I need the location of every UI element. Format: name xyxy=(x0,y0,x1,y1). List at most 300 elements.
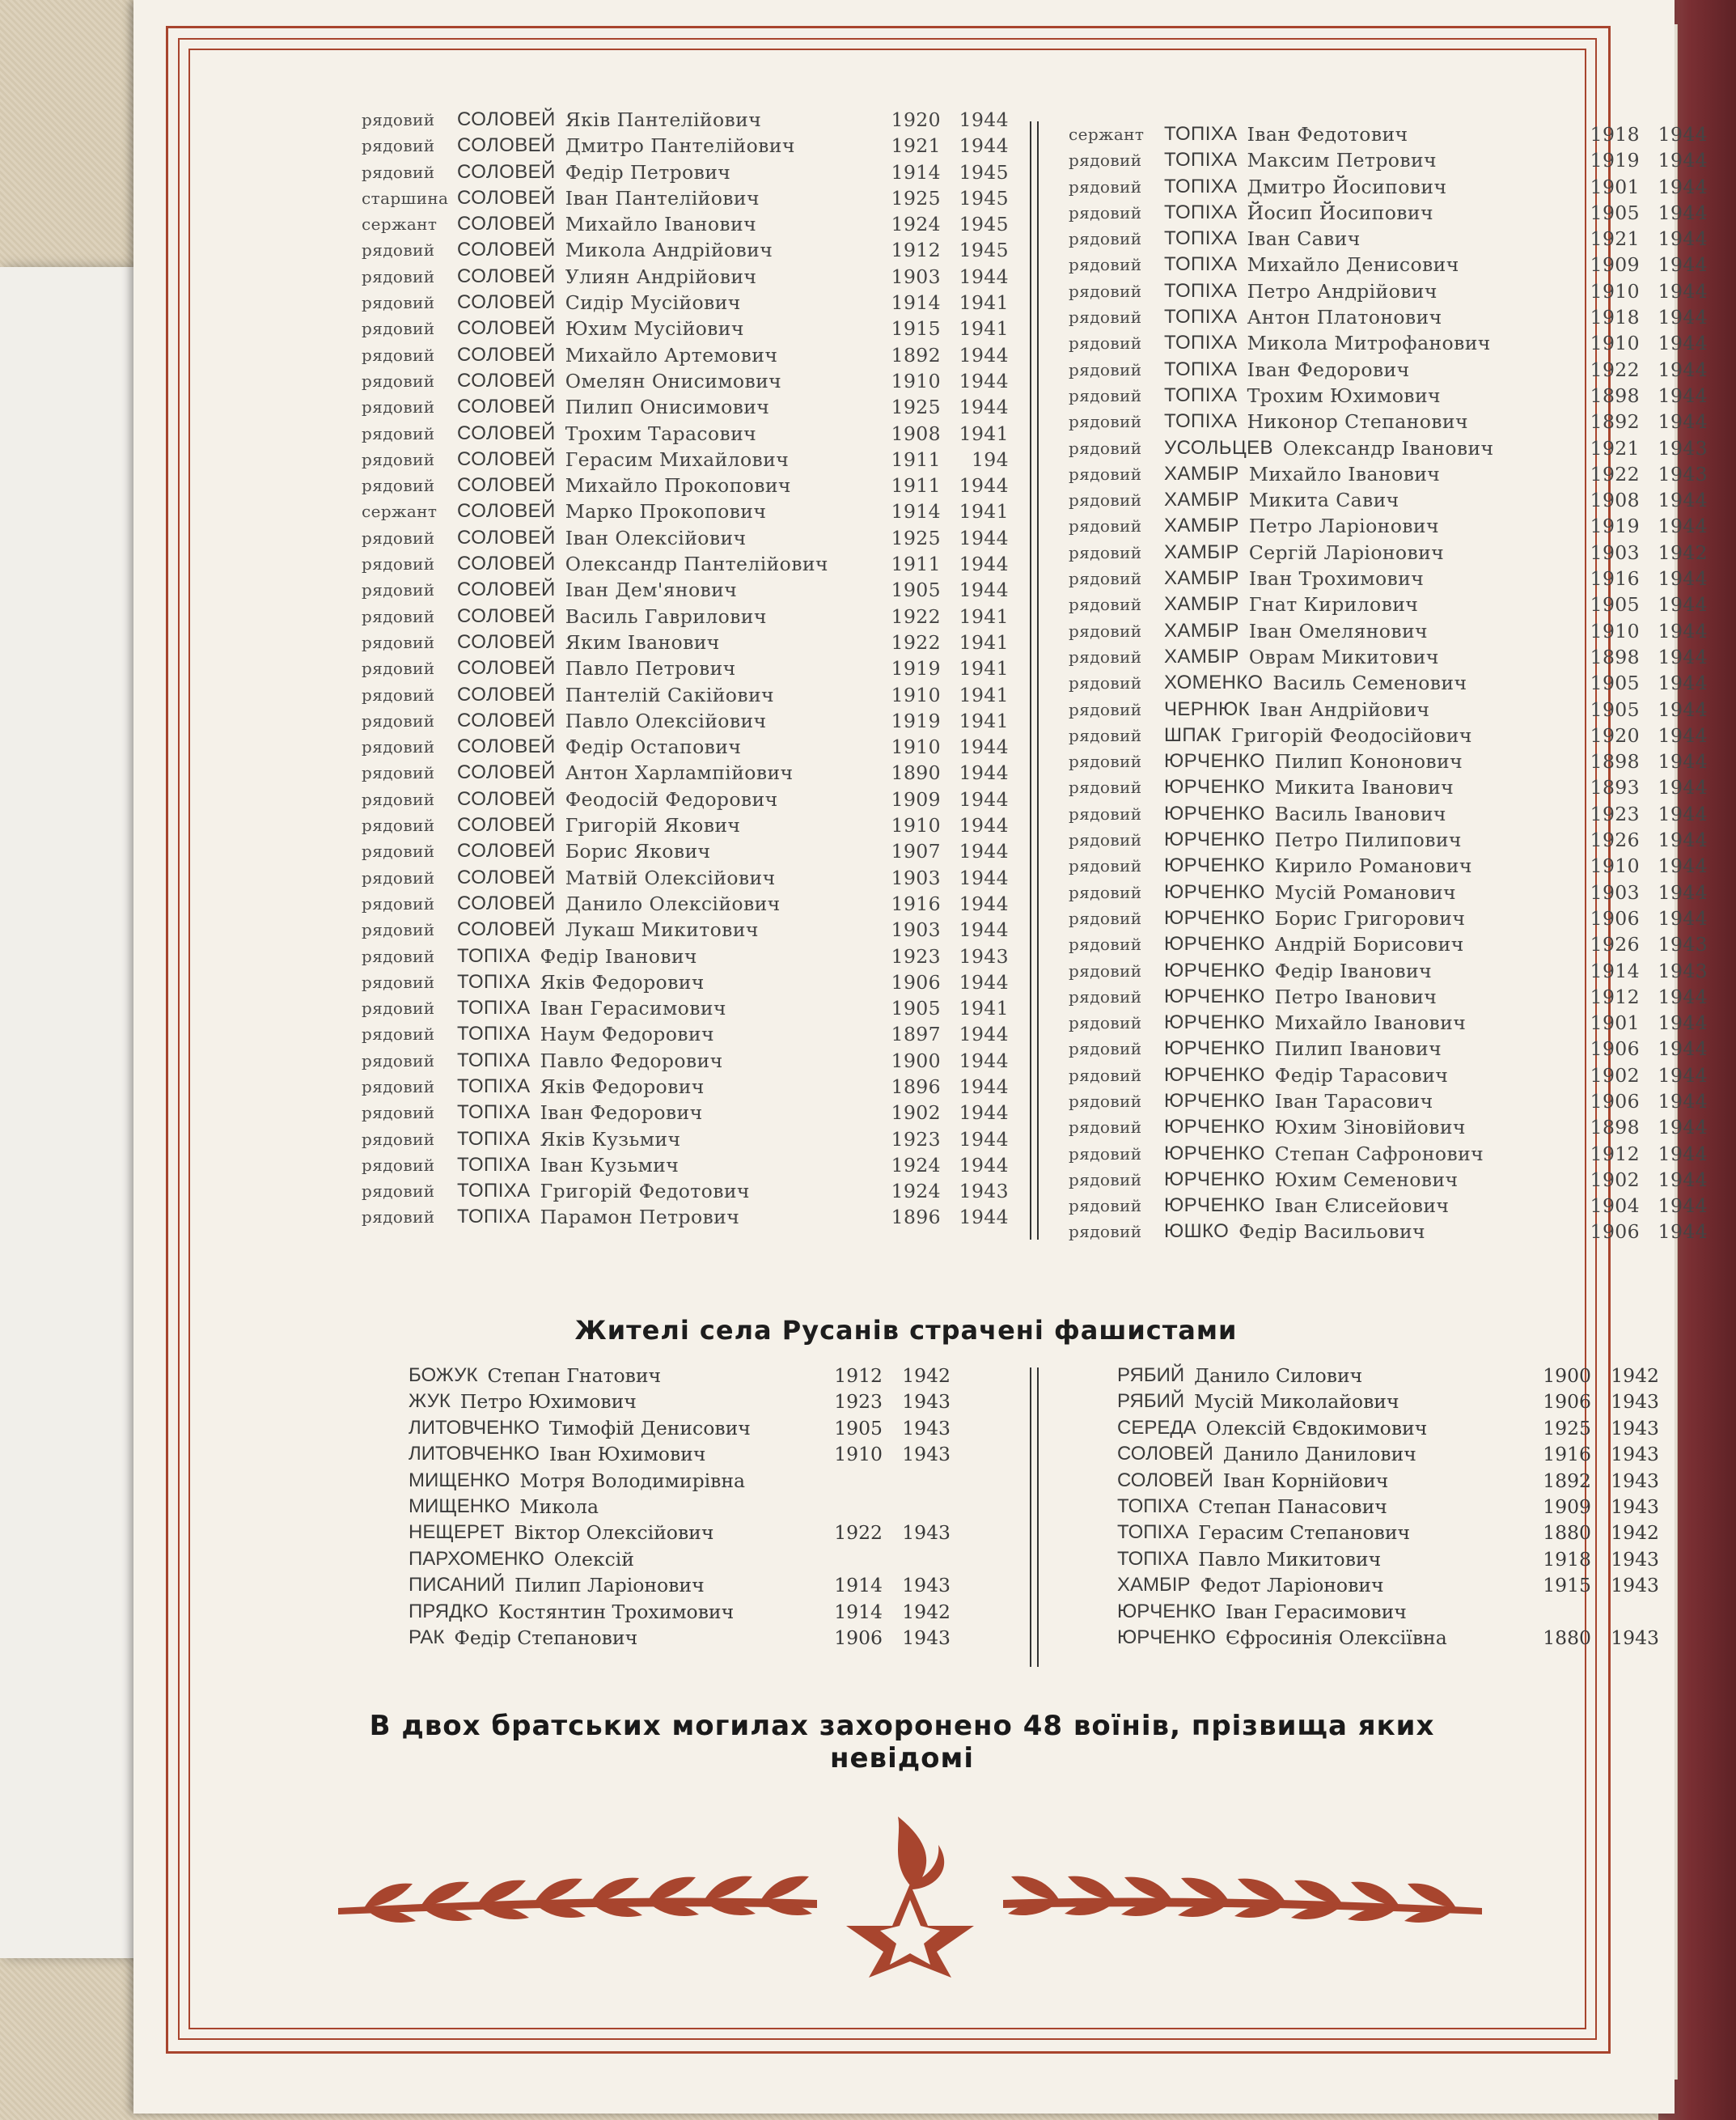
given-names: Гнат Кирилович xyxy=(1248,593,1419,617)
row-spacer xyxy=(1362,1363,1543,1389)
soldier-row xyxy=(362,708,1009,734)
given-names: Яків Кузьмич xyxy=(540,1127,681,1151)
rank: рядовий xyxy=(1069,255,1142,275)
death-year: 1944 xyxy=(1658,306,1708,329)
row-spacer xyxy=(1410,1520,1543,1545)
rank: рядовий xyxy=(362,136,435,156)
row-spacer xyxy=(1387,1494,1543,1520)
death-year: 1944 xyxy=(1658,723,1708,747)
row-spacer xyxy=(679,1152,878,1178)
row-spacer xyxy=(1464,931,1577,957)
birth-year: 1924 xyxy=(891,1180,941,1203)
rank: рядовий xyxy=(1069,1222,1142,1242)
given-names: Олексій xyxy=(553,1547,634,1571)
given-names: Степан Гнатович xyxy=(487,1364,662,1387)
row-spacer xyxy=(789,447,878,473)
row-spacer xyxy=(713,1520,834,1545)
soldier-row xyxy=(1069,697,1708,723)
death-year: 1944 xyxy=(1658,854,1708,878)
birth-year: 1890 xyxy=(891,761,941,785)
soldier-row xyxy=(1069,1114,1708,1140)
death-year: 1945 xyxy=(959,213,1009,236)
given-names: Федір Іванович xyxy=(1274,959,1433,982)
surname: ТОПІХА xyxy=(1164,253,1238,276)
surname: ЮРЧЕНКО xyxy=(1164,854,1265,877)
surname: ХАМБІР xyxy=(1164,567,1239,590)
row-spacer xyxy=(680,1126,878,1152)
row-spacer xyxy=(1442,1036,1577,1062)
death-year: 1943 xyxy=(902,1390,951,1414)
row-spacer xyxy=(761,107,878,133)
birth-year: 1921 xyxy=(891,134,941,158)
rank: рядовий xyxy=(362,554,435,575)
surname: ТОПІХА xyxy=(1164,201,1238,223)
surname: СОЛОВЕЙ xyxy=(457,396,556,418)
soldier-row xyxy=(362,551,1009,577)
given-names: Михайло Іванович xyxy=(565,213,757,236)
footer-note: В двох братських могилах захоронено 48 воїнів, прізвища яких невідомі xyxy=(369,1710,1435,1774)
birth-year: 1923 xyxy=(891,944,941,968)
given-names: Іван Єлисейович xyxy=(1274,1194,1450,1218)
soldier-row xyxy=(1069,1062,1708,1088)
death-year: 1944 xyxy=(1658,1011,1708,1035)
given-names: Іван Трохимович xyxy=(1248,567,1425,591)
soldier-row xyxy=(1069,487,1708,513)
row-spacer xyxy=(739,1204,878,1230)
given-names: Яким Іванович xyxy=(565,630,720,654)
birth-year: 1910 xyxy=(891,736,941,759)
death-year: 1944 xyxy=(1658,332,1708,355)
given-names: Федір Васильович xyxy=(1238,1220,1425,1244)
given-names: Никонор Степанович xyxy=(1247,410,1468,434)
row-spacer xyxy=(1456,880,1577,905)
death-year: 1944 xyxy=(1658,175,1708,198)
row-spacer xyxy=(714,1021,878,1047)
civilian-row xyxy=(409,1468,951,1494)
given-names: Наум Федорович xyxy=(540,1023,714,1046)
surname: ТОПІХА xyxy=(1164,410,1238,433)
death-year: 1944 xyxy=(1658,1220,1708,1244)
rank: рядовий xyxy=(1069,569,1142,589)
soldier-row xyxy=(362,630,1009,655)
rank: рядовий xyxy=(1069,1169,1142,1189)
rank: сержант xyxy=(362,502,438,522)
surname: ТОПІХА xyxy=(1164,175,1238,197)
given-names: Данило Силович xyxy=(1194,1364,1363,1387)
death-year: 1944 xyxy=(959,840,1009,863)
death-year: 1943 xyxy=(1658,933,1708,956)
rank: рядовий xyxy=(362,580,435,600)
birth-year: 1921 xyxy=(1590,436,1640,460)
soldier-row xyxy=(362,1126,1009,1152)
row-spacer xyxy=(1432,958,1577,984)
surname: ХОМЕНКО xyxy=(1164,672,1264,694)
row-spacer xyxy=(1444,540,1577,566)
death-year: 1941 xyxy=(959,630,1009,654)
civilian-row xyxy=(1117,1389,1659,1414)
civilian-row xyxy=(1117,1572,1659,1598)
death-year: 1941 xyxy=(959,657,1009,681)
civilian-row xyxy=(409,1572,951,1598)
birth-year: 1898 xyxy=(1590,750,1640,774)
given-names: Юхим Мусійович xyxy=(565,317,744,341)
row-spacer xyxy=(705,969,878,995)
rank: рядовий xyxy=(362,1024,435,1045)
death-year: 1944 xyxy=(959,736,1009,759)
birth-year: 1910 xyxy=(834,1443,883,1466)
birth-year: 1914 xyxy=(834,1574,883,1597)
surname: СОЛОВЕЙ xyxy=(457,134,556,157)
soldier-row xyxy=(362,838,1009,864)
given-names: Андрій Борисович xyxy=(1274,933,1464,956)
given-names: Михайло Прокопович xyxy=(565,474,791,498)
given-names: Петро Пилипович xyxy=(1274,829,1462,852)
civilian-row xyxy=(1117,1625,1659,1651)
rank: рядовий xyxy=(362,449,435,469)
row-spacer xyxy=(756,421,878,447)
row-spacer xyxy=(1410,357,1577,383)
birth-year: 1903 xyxy=(891,918,941,942)
birth-year: 1908 xyxy=(891,422,941,445)
death-year: 1942 xyxy=(1611,1364,1659,1387)
civilians-heading: Жителі села Русанів страчені фашистами xyxy=(574,1315,1238,1346)
death-year: 1944 xyxy=(1658,593,1708,617)
rank: рядовий xyxy=(362,397,435,418)
given-names: Федір Остапович xyxy=(565,736,742,759)
soldier-row xyxy=(362,1204,1009,1230)
soldier-row xyxy=(1069,200,1708,226)
birth-year: 1905 xyxy=(1590,672,1640,695)
birth-year: 1925 xyxy=(891,526,941,549)
soldier-row xyxy=(362,525,1009,551)
row-spacer xyxy=(773,237,878,263)
given-names: Федір Іванович xyxy=(540,944,697,968)
rank: рядовий xyxy=(1069,647,1142,667)
birth-year: 1900 xyxy=(891,1049,941,1072)
surname: ХАМБІР xyxy=(1164,462,1239,485)
given-names: Пилип Ларіонович xyxy=(514,1574,705,1597)
surname: СОЛОВЕЙ xyxy=(1117,1469,1213,1491)
row-spacer xyxy=(1466,1010,1577,1036)
birth-year: 1897 xyxy=(891,1023,941,1046)
birth-year: 1909 xyxy=(891,787,941,811)
row-spacer xyxy=(781,368,878,394)
given-names: Костянтин Трохимович xyxy=(498,1600,735,1623)
surname: УСОЛЬЦЕВ xyxy=(1164,436,1273,459)
birth-year: 1905 xyxy=(891,579,941,602)
surname: ПИСАНИЙ xyxy=(409,1574,506,1596)
given-names: Григорій Якович xyxy=(565,814,741,837)
rank: рядовий xyxy=(362,345,435,365)
row-spacer xyxy=(766,708,878,734)
rank: рядовий xyxy=(1069,830,1142,850)
row-spacer xyxy=(1433,200,1577,226)
row-spacer xyxy=(766,498,878,524)
rank: рядовий xyxy=(362,476,435,496)
row-spacer xyxy=(705,1441,834,1467)
soldier-row xyxy=(1069,1036,1708,1062)
civilian-row xyxy=(1117,1546,1659,1572)
given-names: Іван Тарасович xyxy=(1274,1089,1433,1113)
birth-year: 1924 xyxy=(891,213,941,236)
soldier-row xyxy=(362,159,1009,185)
civilians-list-right xyxy=(1117,1363,1659,1651)
birth-year: 1911 xyxy=(891,553,941,576)
death-year: 1944 xyxy=(959,526,1009,549)
rank: рядовий xyxy=(1069,986,1142,1007)
surname: ЮРЧЕНКО xyxy=(1117,1600,1216,1622)
surname: ПАРХОМЕНКО xyxy=(409,1547,544,1570)
rank: рядовий xyxy=(362,1181,435,1202)
surname: ТОПІХА xyxy=(1117,1495,1189,1517)
given-names: Михайло Денисович xyxy=(1247,253,1459,277)
given-names: Петро Ларіонович xyxy=(1248,515,1439,538)
rank: сержант xyxy=(362,214,438,235)
civilian-row xyxy=(1117,1415,1659,1441)
soldier-row xyxy=(1069,435,1708,461)
death-year: 1944 xyxy=(1658,279,1708,303)
civilian-row xyxy=(409,1441,951,1467)
given-names: Борис Якович xyxy=(565,840,711,863)
given-names: Микита Іванович xyxy=(1274,776,1454,799)
surname: СОЛОВЕЙ xyxy=(457,683,556,706)
row-spacer xyxy=(756,211,878,237)
death-year: 1943 xyxy=(1658,959,1708,982)
death-year: 1944 xyxy=(1658,645,1708,668)
birth-year: 1910 xyxy=(891,683,941,706)
death-year: 1943 xyxy=(902,1574,951,1597)
birth-year: 1906 xyxy=(891,970,941,994)
row-spacer xyxy=(1418,591,1577,617)
death-year: 1941 xyxy=(959,317,1009,341)
birth-year: 1925 xyxy=(891,186,941,210)
rank: рядовий xyxy=(362,240,435,261)
given-names: Мотря Володимирівна xyxy=(519,1469,746,1492)
surname: ТОПІХА xyxy=(1164,279,1238,302)
rank: рядовий xyxy=(1069,385,1142,405)
rank: рядовий xyxy=(362,920,435,940)
row-spacer xyxy=(705,1572,835,1598)
soldier-row xyxy=(362,865,1009,891)
surname: СОЛОВЕЙ xyxy=(457,474,556,497)
rank: рядовий xyxy=(1069,229,1142,249)
birth-year: 1892 xyxy=(1590,410,1640,434)
death-year: 1944 xyxy=(1658,201,1708,224)
surname: ТОПІХА xyxy=(457,970,531,993)
rank: рядовий xyxy=(1069,412,1142,432)
birth-year: 1912 xyxy=(1590,1142,1640,1165)
surname: ТОПІХА xyxy=(1164,227,1238,250)
soldier-row xyxy=(1069,644,1708,670)
birth-year: 1903 xyxy=(1590,541,1640,564)
rank: рядовий xyxy=(362,789,435,809)
soldier-row xyxy=(1069,409,1708,435)
rank: рядовий xyxy=(362,319,435,339)
row-spacer xyxy=(759,917,878,943)
birth-year: 1926 xyxy=(1590,829,1640,852)
death-year: 1945 xyxy=(959,186,1009,210)
civilian-row xyxy=(1117,1363,1659,1389)
surname: ЮШКО xyxy=(1164,1220,1230,1243)
birth-year: 1919 xyxy=(891,657,941,681)
surname: СОЛОВЕЙ xyxy=(457,422,556,444)
civilian-row xyxy=(409,1389,951,1414)
soldier-row xyxy=(362,394,1009,420)
death-year: 1943 xyxy=(902,1416,951,1439)
given-names: Пилип Онисимович xyxy=(565,396,770,419)
given-names: Іван Кузьмич xyxy=(540,1153,680,1177)
death-year: 1944 xyxy=(1658,410,1708,434)
death-year: 1944 xyxy=(1658,750,1708,774)
rank: рядовий xyxy=(362,710,435,731)
birth-year: 1892 xyxy=(1543,1469,1591,1492)
soldier-row xyxy=(1069,748,1708,774)
soldier-row xyxy=(362,447,1009,473)
birth-year: 1923 xyxy=(834,1390,883,1414)
rank: рядовий xyxy=(1069,673,1142,693)
surname: ТОПІХА xyxy=(1164,332,1238,354)
soldier-row xyxy=(1069,278,1708,304)
civilian-row xyxy=(409,1494,951,1520)
soldier-row xyxy=(362,237,1009,263)
surname: СОЛОВЕЙ xyxy=(457,814,556,837)
given-names: Герасим Михайлович xyxy=(565,447,790,471)
given-names: Юхим Зіновійович xyxy=(1274,1116,1466,1139)
row-spacer xyxy=(1484,1141,1577,1167)
row-spacer xyxy=(720,630,878,655)
surname: ЮРЧЕНКО xyxy=(1164,959,1265,982)
rank: рядовий xyxy=(1069,359,1142,379)
surname: ТОПІХА xyxy=(457,1023,531,1045)
rank: рядовий xyxy=(362,423,435,443)
row-spacer xyxy=(1361,226,1577,252)
surname: ЮРЧЕНКО xyxy=(1164,1011,1265,1034)
given-names: Трохим Юхимович xyxy=(1247,384,1441,407)
soldier-row xyxy=(1069,330,1708,356)
row-spacer xyxy=(1454,774,1577,800)
given-names: Іван Олексійович xyxy=(565,526,747,549)
row-spacer xyxy=(777,342,878,368)
row-spacer xyxy=(1424,566,1577,591)
birth-year: 1916 xyxy=(1590,567,1640,591)
birth-year: 1908 xyxy=(1590,489,1640,512)
death-year: 1942 xyxy=(1658,541,1708,564)
rank: рядовий xyxy=(1069,516,1142,536)
birth-year: 1902 xyxy=(1590,1063,1640,1087)
given-names: Іван Андрійович xyxy=(1259,697,1430,721)
row-spacer xyxy=(1433,1088,1577,1114)
surname: ТОПІХА xyxy=(457,1127,531,1150)
surname: ЮРЧЕНКО xyxy=(1164,933,1265,956)
death-year: 1943 xyxy=(959,944,1009,968)
soldier-row xyxy=(1069,958,1708,984)
given-names: Тимофій Денисович xyxy=(548,1416,751,1439)
birth-year: 1906 xyxy=(1590,1089,1640,1113)
death-year: 1944 xyxy=(959,134,1009,158)
birth-year: 1922 xyxy=(1590,358,1640,381)
given-names: Федір Петрович xyxy=(565,160,731,184)
soldier-row xyxy=(1069,147,1708,173)
surname: ЮРЧЕНКО xyxy=(1164,1142,1265,1164)
death-year xyxy=(883,1546,951,1572)
row-spacer xyxy=(1428,618,1577,644)
surname: ЮРЧЕНКО xyxy=(1164,1194,1265,1217)
soldier-row xyxy=(362,577,1009,603)
birth-year: 1910 xyxy=(1590,332,1640,355)
rank: рядовий xyxy=(1069,621,1142,641)
rank: рядовий xyxy=(1069,960,1142,981)
row-spacer xyxy=(599,1494,883,1520)
row-spacer xyxy=(1446,174,1577,200)
row-spacer xyxy=(744,316,878,341)
given-names: Мусій Миколайович xyxy=(1194,1390,1399,1414)
surname: ХАМБІР xyxy=(1164,619,1239,642)
row-spacer xyxy=(741,734,878,760)
rank: рядовий xyxy=(1069,882,1142,902)
soldier-row xyxy=(1069,723,1708,748)
civilian-row xyxy=(409,1599,951,1625)
birth-year: 1909 xyxy=(1590,253,1640,277)
surname: ТОПІХА xyxy=(457,944,531,967)
row-spacer xyxy=(795,133,878,159)
death-year: 1944 xyxy=(959,918,1009,942)
row-spacer xyxy=(791,473,878,498)
death-year: 1941 xyxy=(959,997,1009,1020)
row-spacer xyxy=(1491,330,1577,356)
death-year: 1944 xyxy=(1658,1142,1708,1165)
death-year: 1943 xyxy=(902,1521,951,1545)
birth-year: 1918 xyxy=(1543,1547,1591,1571)
surname: СОЛОВЕЙ xyxy=(457,736,556,758)
soldier-row xyxy=(1069,513,1708,539)
birth-year: 1914 xyxy=(834,1600,883,1623)
rank: рядовий xyxy=(1069,1196,1142,1216)
surname: ТОПІХА xyxy=(457,997,531,1020)
death-year: 1944 xyxy=(959,814,1009,837)
rank: рядовий xyxy=(362,659,435,679)
row-spacer xyxy=(746,525,878,551)
death-year: 1943 xyxy=(1611,1495,1659,1518)
row-spacer xyxy=(1439,644,1577,670)
soldier-row xyxy=(362,1100,1009,1126)
row-spacer xyxy=(750,1178,878,1204)
death-year: 1944 xyxy=(959,1075,1009,1098)
rank: рядовий xyxy=(1069,176,1142,197)
surname: ЛИТОВЧЕНКО xyxy=(409,1416,540,1439)
birth-year: 1921 xyxy=(1590,227,1640,251)
birth-year: 1911 xyxy=(891,474,941,498)
birth-year: 1907 xyxy=(891,840,941,863)
row-spacer xyxy=(781,891,878,917)
soldier-row xyxy=(1069,618,1708,644)
death-year: 1944 xyxy=(1658,515,1708,538)
row-spacer xyxy=(769,394,878,420)
row-spacer xyxy=(1467,670,1577,696)
given-names: Феодосій Федорович xyxy=(565,787,778,811)
death-year: 1944 xyxy=(959,1153,1009,1177)
civilian-row xyxy=(409,1625,951,1651)
given-names: Іван Дем'янович xyxy=(565,579,738,602)
soldier-row xyxy=(1069,905,1708,931)
surname: ЮРЧЕНКО xyxy=(1164,906,1265,929)
rank: рядовий xyxy=(362,842,435,862)
surname: ЮРЧЕНКО xyxy=(1164,1168,1265,1190)
death-year xyxy=(1591,1599,1659,1625)
birth-year: 1909 xyxy=(1543,1495,1591,1518)
death-year: 1944 xyxy=(1658,906,1708,930)
surname: РАК xyxy=(409,1626,445,1648)
rank: рядовий xyxy=(362,528,435,548)
